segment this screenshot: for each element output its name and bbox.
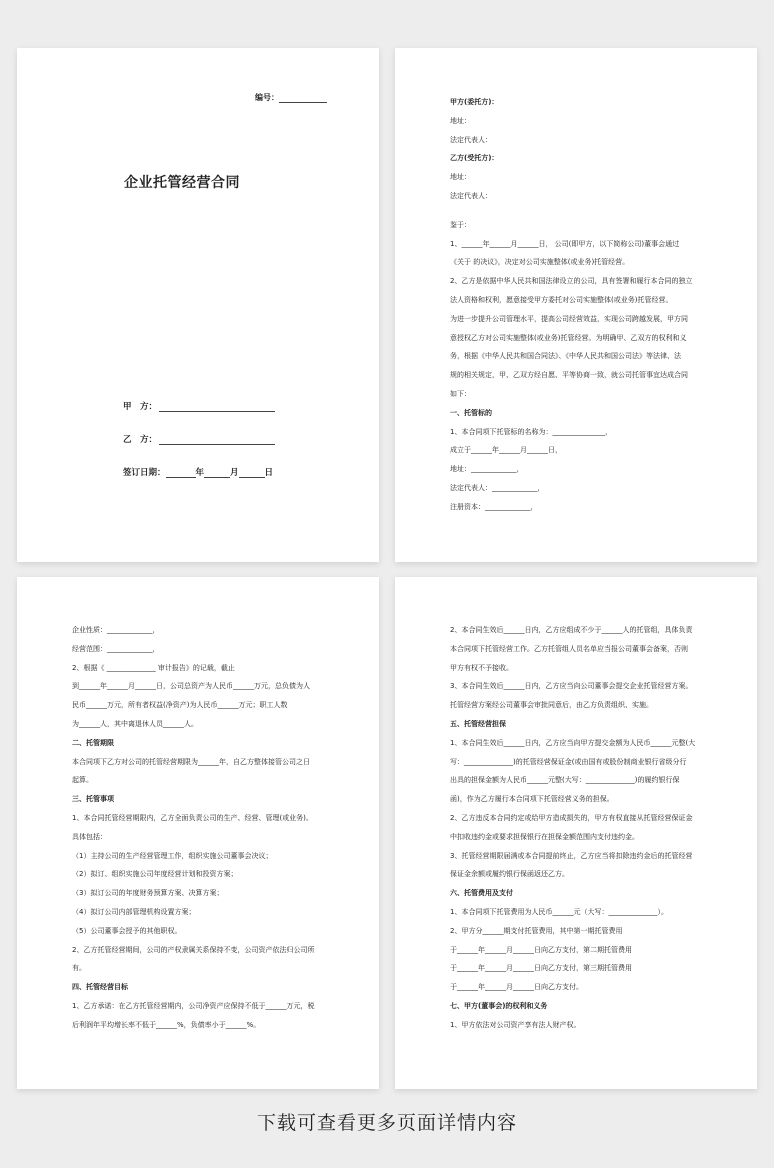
text-line: 为______人，其中离退休人员______人。 [72,719,198,728]
text-line: 法人资格和权利，愿意接受甲方委托对公司实施整体(或业务)托管经营。 [450,295,673,304]
text-line: 2、乙方是依据中华人民共和国法律设立的公司，具有签署和履行本合同的独立 [450,277,693,286]
text-line: 甲方有权不予接收。 [450,663,513,672]
section-heading: 七、甲方(董事会)的权利和义务 [450,1001,548,1010]
text-line: 有。 [72,964,86,973]
text-line: 1、本合同项下托管费用为人民币______元（大写：______________）。 [450,907,668,916]
text-line: 企业性质：_____________， [72,626,160,634]
text-line: 务，根据《中华人民共和国合同法》、《中华人民共和国公司法》等法律、法 [450,352,681,361]
document-page-4 [395,577,757,1089]
party-a-signature-line [123,400,275,412]
party-b-blank [159,435,275,445]
text-line: 中扣收违约金或要求担保银行在担保金额范围内支付违约金。 [450,832,639,841]
text-line: 民币______万元，所有者权益(净资产)为人民币______万元；职工人数 [72,701,288,710]
text-line: 本合同项下乙方对公司的托管经营期限为______年，自乙方整体接管公司之日 [72,757,310,766]
text-line: 3、本合同生效后______日内，乙方应当向公司董事会提交企业托管经营方案。 [450,682,693,691]
year-label: 年 [195,468,205,478]
text-line: 写：______________)的托管经营保证金(或由国有或股份制商业银行省级分行 [450,757,687,766]
party-b-signature-line [123,433,275,445]
sign-date-label: 签订日期： [123,468,166,478]
month-label: 月 [230,468,239,478]
party-a-blank [159,402,275,412]
text-line: 法定代表人： [450,191,492,200]
section-heading: 五、托管经营担保 [450,719,506,728]
text-line: 于______年______月______日向乙方支付。 [450,983,583,992]
page-4-body [450,621,703,1035]
text-line: 本合同项下托管经营工作。乙方托管组人员名单应当报公司董事会备案，否则 [450,644,688,653]
text-line: 托管经营方案经公司董事会审批同意后，由乙方负责组织、实施。 [450,701,653,710]
text-line: （3）拟订公司的年度财务预算方案、决算方案； [72,889,224,898]
text-line: 于______年______月______日向乙方支付，第二期托管费用 [450,945,632,954]
section-heading: 乙方(受托方)： [450,154,499,163]
text-line: 出具的担保金额为人民币______元整(大写：______________)的履约银行保 [450,776,680,785]
document-page-2 [395,48,757,562]
page-2-body [450,93,703,517]
text-line: 2、本合同生效后______日内，乙方应组成不少于______人的托管组，具体负责 [450,626,693,634]
page-3-body [72,621,325,1035]
serial-number-blank [279,93,327,103]
text-line: 2、乙方违反本合同约定或给甲方造成损失的，甲方有权直接从托管经营保证金 [450,813,693,822]
text-line: 地址： [450,173,471,182]
text-line: （5）公司董事会授予的其他职权。 [72,926,182,935]
section-heading: 二、托管期限 [72,738,114,747]
text-line: （1）主持公司的生产经营管理工作，组织实施公司董事会决议； [72,851,273,860]
text-line: 如下： [450,389,471,398]
serial-number-label: 编号： [255,93,279,102]
text-line: 经营范围：_____________， [72,644,160,653]
text-line: 法定代表人： [450,135,492,144]
text-line: 2、根据《 ______________ 审计报告》的记载，截止 [72,663,235,672]
text-line: 1、本合同生效后______日内，乙方应当向甲方提交金额为人民币______元整(大 [450,738,696,747]
document-page-cover [17,48,379,562]
section-heading: 一、托管标的 [450,408,492,417]
document-page-3 [17,577,379,1089]
text-line: 具体包括： [72,832,107,841]
section-heading: 甲方(委托方)： [450,98,499,106]
section-heading: 六、托管费用及支付 [450,889,513,898]
text-line: （4）拟订公司内部管理机构设置方案； [72,907,196,916]
year-blank [166,468,196,478]
text-line: 意授权乙方对公司实施整体(或业务)托管经营。为明确甲、乙双方的权利和义 [450,333,687,342]
text-line: 1、甲方依法对公司资产享有法人财产权。 [450,1020,581,1029]
text-line: 起算。 [72,776,93,785]
day-label: 日 [264,468,274,478]
text-line: 《关于 的决议》，决定对公司实施整体(或业务)托管经营。 [450,258,630,267]
text-line: 地址：_____________， [450,465,524,474]
day-blank [239,468,265,478]
text-line: 函)，作为乙方履行本合同项下托管经营义务的担保。 [450,795,614,804]
text-line: 1、______年______月______日， 公司(即甲方，以下简称公司)董事会通过 [450,239,680,248]
serial-number-field [255,92,327,103]
text-line: 鉴于： [450,220,471,229]
text-line: 于______年______月______日向乙方支付，第三期托管费用 [450,964,632,973]
text-line: 为进一步提升公司管理水平，提高公司经营效益，实现公司跨越发展，甲方同 [450,314,688,323]
text-line: 1、乙方承诺：在乙方托管经营期内，公司净资产应保持不低于______万元，税 [72,1001,315,1010]
text-line: 3、托管经营期限届满或本合同提前终止，乙方应当将扣除违约金后的托管经营 [450,851,693,860]
text-line: 后利润年平均增长率不低于______%，负债率小于______%。 [72,1020,261,1029]
text-line: 2、甲方分______期支付托管费用，其中第一期托管费用 [450,926,623,935]
paragraph-gap [450,206,703,216]
text-line: 1、本合同托管经营期限内，乙方全面负责公司的生产、经营、管理(或业务)。 [72,813,313,822]
sign-date-line [123,466,273,478]
section-heading: 三、托管事项 [72,795,114,804]
contract-title: 企业托管经营合同 [124,175,240,191]
text-line: 保证金余额或履约银行保函返还乙方。 [450,870,569,879]
month-blank [204,468,230,478]
text-line: 1、本合同项下托管标的名称为：_______________， [450,427,612,436]
text-line: 到______年______月______日，公司总资产为人民币______万元，总负债为人 [72,682,310,691]
section-heading: 四、托管经营目标 [72,983,128,992]
text-line: 法定代表人：_____________， [450,483,545,492]
text-line: 规的相关规定，甲、乙双方经自愿、平等协商一致，就公司托管事宜达成合同 [450,371,688,380]
party-a-label: 甲 方： [123,402,158,412]
party-b-label: 乙 方： [123,435,158,445]
text-line: 地址： [450,116,471,125]
text-line: 注册资本：_____________， [450,502,538,511]
text-line: 成立于______年______月______日， [450,446,562,455]
text-line: （2）拟订、组织实施公司年度经营计划和投资方案； [72,870,238,879]
text-line: 2、乙方托管经营期间，公司的产权隶属关系保持不变，公司资产依法归公司所 [72,945,315,954]
download-more-caption: 下载可查看更多页面详情内容 [256,1112,517,1134]
